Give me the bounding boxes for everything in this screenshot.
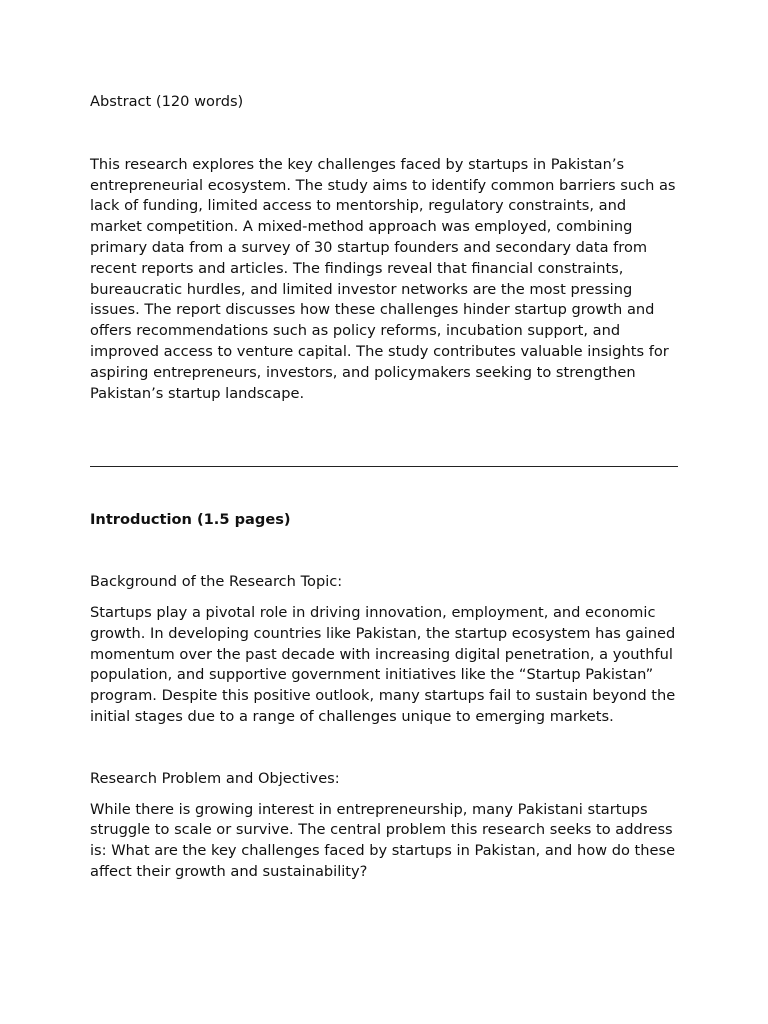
background-paragraph: Startups play a pivotal role in driving innovation, employment, and economic growth. In developing countries like Pakistan, the startup ecosystem has gained momentum over the past decade with increasing digital penetration, a youthful population, and supportive government initiatives like the “Startup Pakistan” program. Despite this positive outlook, many startups fail to sustain beyond the initial stages due to a range of challenges unique to emerging markets. [90, 603, 676, 725]
research-problem-heading: Research Problem and Objectives: [90, 769, 340, 787]
document-page [90, 92, 678, 883]
abstract-heading: Abstract (120 words) [90, 93, 244, 110]
background-heading: Background of the Research Topic: [90, 573, 343, 591]
introduction-heading: Introduction (1.5 pages) [90, 511, 291, 529]
section-divider [90, 466, 678, 467]
research-problem-paragraph: While there is growing interest in entrepreneurship, many Pakistani startups struggle to scale or survive. The central problem this research seeks to address is: What are the key challenges faced by startups in Pakistan, and how do these affect their growth and sustainability? [90, 800, 676, 880]
abstract-paragraph: This research explores the key challenges faced by startups in Pakistan’s entrepreneurial ecosystem. The study aims to identify common barriers such as lack of funding, limited access to mentorship, regulatory constraints, and market competition. A mixed-method approach was employed, combining primary data from a survey of 30 startup founders and secondary data from recent reports and articles. The findings reveal that financial constraints, bureaucratic hurdles, and limited investor networks are the most pressing issues. The report discusses how these challenges hinder startup growth and offers recommendations such as policy reforms, incubation support, and improved access to venture capital. The study contributes valuable insights for aspiring entrepreneurs, investors, and policymakers seeking to strengthen Pakistan’s startup landscape. [90, 155, 676, 402]
